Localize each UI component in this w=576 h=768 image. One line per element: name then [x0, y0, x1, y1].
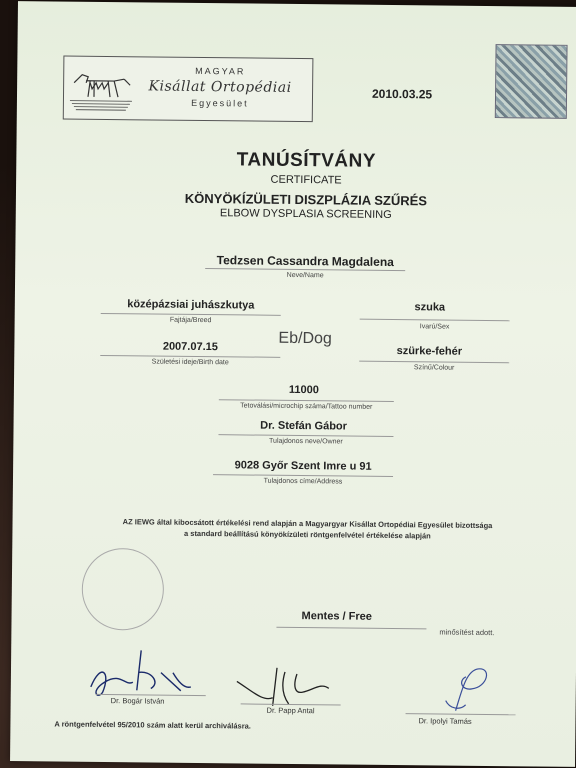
- signer-1: Dr. Bogár István: [110, 696, 165, 706]
- certificate-subtitle: KÖNYÖKÍZÜLETI DISZPLÁZIA SZŰRÉS: [184, 190, 428, 209]
- archive-footer: A röntgenfelvétel 95/2010 szám alatt kerül archiválásra.: [54, 719, 251, 731]
- logo-text-line3: Egyesület: [191, 97, 249, 109]
- result-value: Mentes / Free: [301, 610, 372, 623]
- owner-value: Dr. Stefán Gábor: [260, 419, 348, 433]
- result-suffix: minősítést adott.: [439, 627, 495, 638]
- colour-value: szürke-fehér: [396, 345, 463, 358]
- species-value: Eb/Dog: [278, 329, 332, 348]
- association-logo: [63, 56, 314, 123]
- birth-date-value: 2007.07.15: [162, 340, 218, 354]
- logo-text-line2: Kisállat Ortopédiai: [148, 78, 292, 96]
- address-caption: Tulajdonos címe/Address: [263, 477, 343, 486]
- breed-value: középázsiai juhászkutya: [127, 298, 255, 312]
- sex-value: szuka: [414, 301, 446, 314]
- signer-2: Dr. Papp Antal: [266, 705, 315, 716]
- tattoo-value: 11000: [288, 383, 319, 397]
- dog-name: Tedzsen Cassandra Magdalena: [216, 253, 394, 270]
- birth-date-caption: Születési ideje/Birth date: [151, 358, 229, 367]
- result-line: [276, 627, 426, 630]
- address-value: 9028 Győr Szent Imre u 91: [234, 459, 372, 473]
- sex-caption: Ivarú/Sex: [419, 323, 450, 331]
- colour-caption: Színű/Colour: [413, 364, 455, 372]
- statement-line-2: a standard beállítású könyökízületi röntgenfelvétel értékelése alapján: [183, 528, 431, 541]
- colour-line: [359, 361, 509, 364]
- certificate-title-en: CERTIFICATE: [270, 173, 342, 187]
- issue-date: 2010.03.25: [371, 86, 433, 102]
- stamp-circle: [81, 548, 164, 631]
- statement-paragraph: [72, 516, 542, 543]
- certificate-paper: [10, 1, 576, 767]
- hologram-sticker: [495, 44, 568, 119]
- signer-3: Dr. Ipolyi Tamás: [418, 716, 472, 726]
- certificate-title: TANÚSÍTVÁNY: [236, 149, 377, 172]
- logo-text-line1: MAGYAR: [195, 65, 246, 77]
- statement-line-1: AZ IEWG által kibocsátott értékelési rend alapján a Magyargyar Kisállat Ortopédiai Egyesület bizottsága: [122, 517, 493, 531]
- signature-ipolyi: [426, 660, 507, 717]
- sex-line: [360, 319, 510, 322]
- breed-caption: Fajtája/Breed: [169, 316, 212, 325]
- name-caption: Neve/Name: [286, 271, 324, 280]
- certificate-subtitle-en: ELBOW DYSPLASIA SCREENING: [219, 207, 392, 221]
- owner-caption: Tulajdonos neve/Owner: [269, 437, 343, 446]
- dog-skeleton-icon: [68, 61, 139, 116]
- tattoo-caption: Tetoválási/microchip száma/Tattoo number: [240, 402, 373, 411]
